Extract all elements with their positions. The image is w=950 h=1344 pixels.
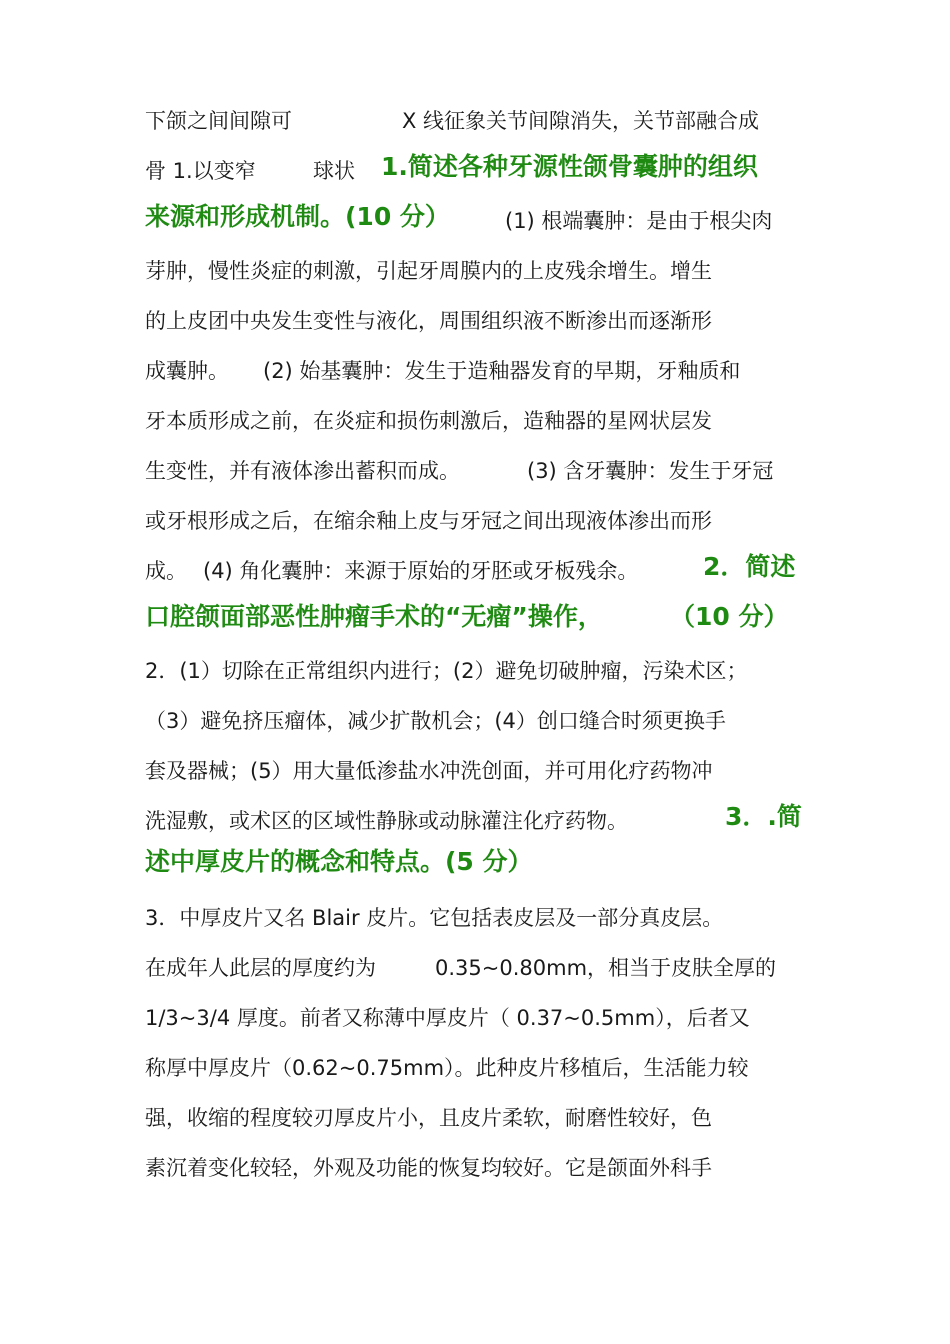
text-fragment: (1) 根端囊肿：是由于根尖肉 <box>505 209 773 233</box>
text-fragment: (3) 含牙囊肿：发生于牙冠 <box>527 459 774 483</box>
text-fragment: 生变性，并有液体渗出蓄积而成。 <box>145 459 460 483</box>
question-heading: 1.简述各种牙源性颌骨囊肿的组织 <box>381 152 758 181</box>
text-fragment: 牙本质形成之前，在炎症和损伤刺激后，造釉器的星网状层发 <box>145 409 712 433</box>
text-fragment: 球状 <box>313 159 355 183</box>
text-fragment: 芽肿，慢性炎症的刺激，引起牙周膜内的上皮残余增生。增生 <box>145 259 712 283</box>
text-fragment: 强，收缩的程度较刃厚皮片小，且皮片柔软，耐磨性较好，色 <box>145 1106 712 1130</box>
question-heading: 述中厚皮片的概念和特点。(5 分） <box>145 847 533 876</box>
text-fragment: 洗湿敷，或术区的区域性静脉或动脉灌注化疗药物。 <box>145 809 628 833</box>
text-fragment: 0.35~0.80mm，相当于皮肤全厚的 <box>435 956 777 980</box>
text-fragment: 成。 <box>145 559 187 583</box>
text-fragment: 骨 1.以变窄 <box>145 159 256 183</box>
question-heading: 2．简述 <box>703 552 796 581</box>
text-fragment: 2．(1）切除在正常组织内进行；(2）避免切破肿瘤，污染术区； <box>145 659 748 683</box>
text-fragment: 素沉着变化较轻，外观及功能的恢复均较好。它是颌面外科手 <box>145 1156 712 1180</box>
text-fragment: 称厚中厚皮片（0.62~0.75mm）。此种皮片移植后，生活能力较 <box>145 1056 749 1080</box>
question-heading: 口腔颌面部恶性肿瘤手术的“无瘤”操作， <box>145 602 603 631</box>
text-fragment: (2) 始基囊肿：发生于造釉器发育的早期，牙釉质和 <box>263 359 741 383</box>
text-fragment: 套及器械；(5）用大量低渗盐水冲洗创面，并可用化疗药物冲 <box>145 759 713 783</box>
text-fragment: X 线征象关节间隙消失，关节部融合成 <box>402 109 760 133</box>
text-fragment: 下颌之间间隙可 <box>145 109 292 133</box>
text-fragment: （3）避免挤压瘤体，减少扩散机会；(4）创口缝合时须更换手 <box>145 709 726 733</box>
text-fragment: 的上皮团中央发生变性与液化，周围组织液不断渗出而逐渐形 <box>145 309 712 333</box>
text-fragment: (4) 角化囊肿：来源于原始的牙胚或牙板残余。 <box>203 559 639 583</box>
text-fragment: 1/3~3/4 厚度。前者又称薄中厚皮片（ 0.37~0.5mm），后者又 <box>145 1006 750 1030</box>
question-heading: 来源和形成机制。(10 分） <box>145 202 450 231</box>
question-heading: （10 分） <box>670 602 789 631</box>
text-fragment: 或牙根形成之后，在缩余釉上皮与牙冠之间出现液体渗出而形 <box>145 509 712 533</box>
question-heading: 3．.简 <box>725 802 802 831</box>
text-fragment: 成囊肿。 <box>145 359 229 383</box>
text-fragment: 在成年人此层的厚度约为 <box>145 956 376 980</box>
text-fragment: 3．中厚皮片又名 Blair 皮片。它包括表皮层及一部分真皮层。 <box>145 906 724 930</box>
